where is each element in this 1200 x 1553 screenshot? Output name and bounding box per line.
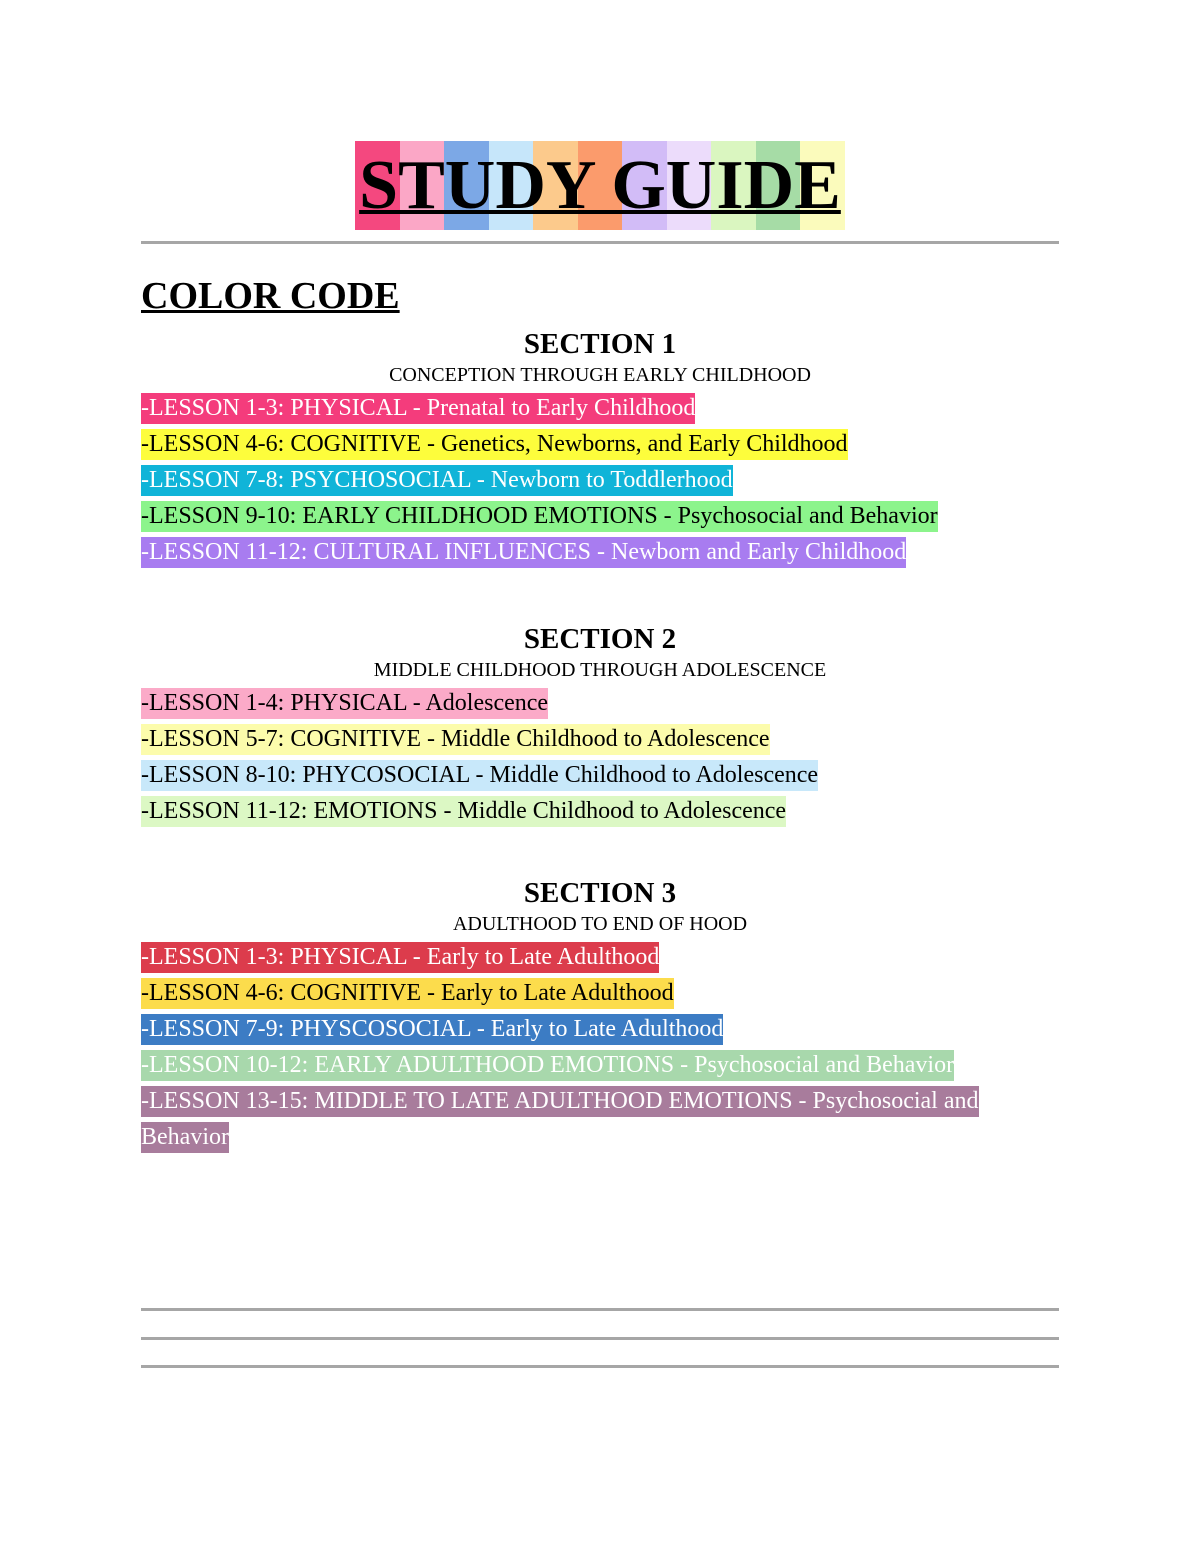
- lesson-item: [141, 793, 1059, 829]
- section-heading: SECTION 2: [523, 623, 677, 655]
- lesson-item: [141, 534, 1059, 570]
- lesson-highlight-text: -LESSON 5-7: COGNITIVE - Middle Childhood to Adolescence: [141, 724, 770, 755]
- lesson-highlight-text: -LESSON 4-6: COGNITIVE - Genetics, Newborns, and Early Childhood: [141, 429, 848, 460]
- bottom-divider-2: [141, 1337, 1059, 1340]
- lesson-item: [141, 975, 1059, 1011]
- lesson-list: [141, 939, 1059, 1155]
- lesson-highlight-text: -LESSON 10-12: EARLY ADULTHOOD EMOTIONS - Psychosocial and Behavior: [141, 1050, 954, 1081]
- title-container: [0, 141, 1200, 230]
- lesson-item: [141, 498, 1059, 534]
- lesson-item: [141, 939, 1059, 975]
- lesson-highlight-text: -LESSON 4-6: COGNITIVE - Early to Late Adulthood: [141, 978, 674, 1009]
- bottom-divider-3: [141, 1365, 1059, 1368]
- lesson-item: [141, 1011, 1059, 1047]
- lesson-highlight-text: -LESSON 1-3: PHYSICAL - Early to Late Adulthood: [141, 942, 659, 973]
- lesson-highlight-text: -LESSON 11-12: CULTURAL INFLUENCES - Newborn and Early Childhood: [141, 537, 906, 568]
- lesson-highlight-text: -LESSON 7-9: PHYSCOSOCIAL - Early to Late Adulthood: [141, 1014, 723, 1045]
- color-code-heading: COLOR CODE: [141, 275, 400, 317]
- section-subtitle: MIDDLE CHILDHOOD THROUGH ADOLESCENCE: [373, 659, 827, 681]
- lesson-highlight-text: -LESSON 11-12: EMOTIONS - Middle Childhood to Adolescence: [141, 796, 786, 827]
- lesson-item: [141, 1047, 1059, 1083]
- section-heading: SECTION 1: [523, 328, 677, 360]
- lesson-highlight-text: -LESSON 7-8: PSYCHOSOCIAL - Newborn to Toddlerhood: [141, 465, 733, 496]
- section-subtitle: CONCEPTION THROUGH EARLY CHILDHOOD: [389, 364, 811, 386]
- section-1: [141, 326, 1059, 570]
- lesson-item: [141, 426, 1059, 462]
- lesson-list: [141, 390, 1059, 570]
- lesson-item: [141, 721, 1059, 757]
- page-title: [355, 141, 845, 230]
- section-heading: SECTION 3: [523, 877, 677, 909]
- section-3: [141, 875, 1059, 1155]
- lesson-highlight-text: -LESSON 1-4: PHYSICAL - Adolescence: [141, 688, 548, 719]
- section-subtitle: ADULTHOOD TO END OF HOOD: [452, 913, 748, 935]
- section-2: [141, 621, 1059, 829]
- bottom-divider-1: [141, 1308, 1059, 1311]
- page-title-text: STUDY GUIDE: [359, 147, 841, 224]
- lesson-highlight-text: -LESSON 1-3: PHYSICAL - Prenatal to Early Childhood: [141, 393, 695, 424]
- lesson-highlight-text: -LESSON 8-10: PHYCOSOCIAL - Middle Childhood to Adolescence: [141, 760, 818, 791]
- lesson-highlight-text: -LESSON 9-10: EARLY CHILDHOOD EMOTIONS - Psychosocial and Behavior: [141, 501, 938, 532]
- lesson-item: [141, 1083, 1059, 1155]
- lesson-item: [141, 390, 1059, 426]
- lesson-list: [141, 685, 1059, 829]
- lesson-highlight-text: -LESSON 13-15: MIDDLE TO LATE ADULTHOOD EMOTIONS - Psychosocial and Behavior: [141, 1086, 979, 1153]
- lesson-item: [141, 685, 1059, 721]
- lesson-item: [141, 462, 1059, 498]
- top-divider: [141, 241, 1059, 244]
- lesson-item: [141, 757, 1059, 793]
